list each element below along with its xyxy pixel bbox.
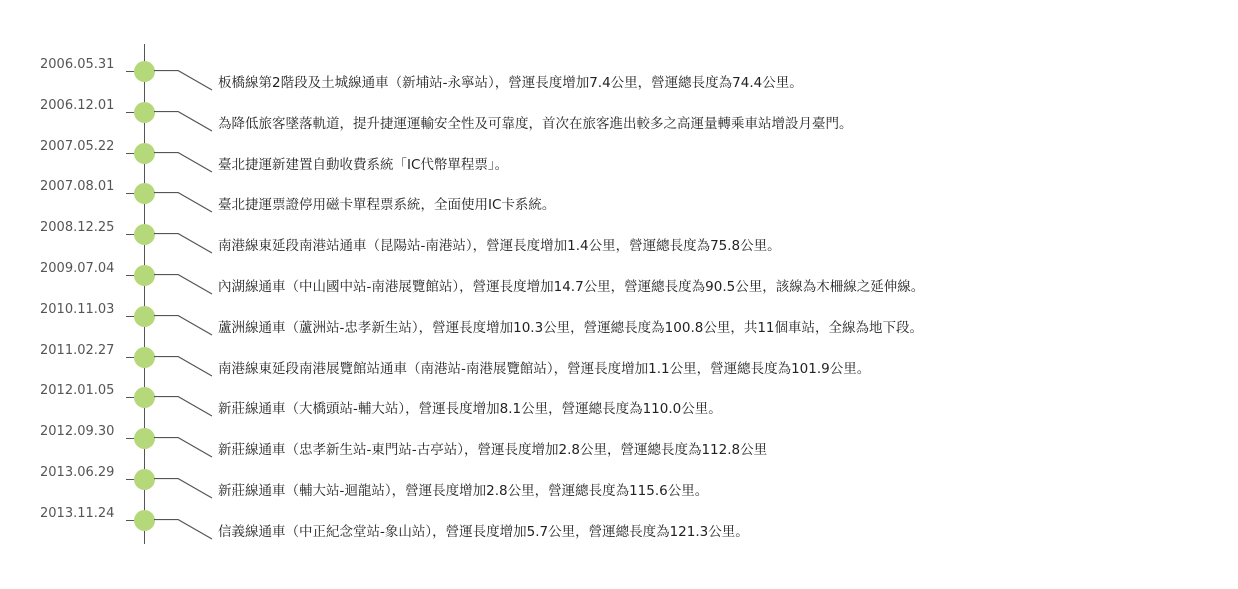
timeline-date: 2011.02.27 xyxy=(40,342,115,358)
timeline-entry xyxy=(0,139,1238,179)
timeline-connector xyxy=(154,519,214,541)
timeline-connector xyxy=(154,315,214,337)
timeline-tick xyxy=(126,275,134,276)
timeline-dot-icon xyxy=(134,224,155,245)
timeline-tick xyxy=(126,316,134,317)
timeline-connector xyxy=(154,274,214,296)
timeline-date: 2008.12.25 xyxy=(40,220,115,236)
timeline-date: 2013.06.29 xyxy=(40,465,115,480)
timeline-tick xyxy=(126,520,134,521)
timeline-entry xyxy=(0,383,1238,423)
timeline-entry xyxy=(0,465,1238,505)
timeline-date: 2013.11.24 xyxy=(40,505,115,521)
timeline-tick xyxy=(126,438,134,439)
timeline-date: 2006.05.31 xyxy=(40,57,115,72)
timeline-tick xyxy=(126,234,134,235)
timeline-event-text: 南港線東延段南港展覽館站通車（南港站-南港展覽館站），營運長度增加1.1公里，營運總長度為101.9公里。 xyxy=(218,360,871,377)
timeline-connector xyxy=(154,192,214,214)
timeline-event-text: 內湖線通車（中山國中站-南港展覽館站），營運長度增加14.7公里，營運總長度為90.5公里，該線為木柵線之延伸線。 xyxy=(218,279,925,295)
timeline-date: 2007.05.22 xyxy=(40,138,115,154)
timeline-dot-icon xyxy=(134,469,155,490)
timeline-tick xyxy=(126,193,134,194)
timeline-event-text: 南港線東延段南港站通車（昆陽站-南港站），營運長度增加1.4公里，營運總長度為75.8公里。 xyxy=(218,238,781,255)
timeline-entry xyxy=(0,220,1238,260)
timeline-connector xyxy=(154,111,214,133)
timeline-event-text: 新莊線通車（大橋頭站-輔大站），營運長度增加8.1公里，營運總長度為110.0公里。 xyxy=(218,401,722,418)
timeline-event-text: 蘆洲線通車（蘆洲站-忠孝新生站），營運長度增加10.3公里，營運總長度為100.8公里，共11個車站，全線為地下段。 xyxy=(218,319,924,336)
timeline-entry xyxy=(0,424,1238,464)
timeline-event-text: 為降低旅客墜落軌道，提升捷運運輸安全性及可靠度，首次在旅客進出較多之高運量轉乘車站增設月臺門。 xyxy=(218,115,853,132)
timeline-entry xyxy=(0,506,1238,546)
timeline-event-text: 新莊線通車（輔大站-迴龍站），營運長度增加2.8公里，營運總長度為115.6公里。 xyxy=(218,483,709,499)
timeline-date: 2006.12.01 xyxy=(40,97,115,113)
timeline-tick xyxy=(126,479,134,480)
timeline-event-text: 新莊線通車（忠孝新生站-東門站-古亭站），營運長度增加2.8公里，營運總長度為112.8公里 xyxy=(218,442,768,459)
timeline-date: 2007.08.01 xyxy=(40,179,115,195)
timeline-connector xyxy=(154,478,214,500)
timeline-dot-icon xyxy=(134,183,155,204)
timeline-dot-icon xyxy=(134,347,155,368)
timeline-dot-icon xyxy=(134,428,155,449)
timeline-dot-icon xyxy=(134,510,155,531)
timeline-date: 2009.07.04 xyxy=(40,261,115,276)
timeline-entry xyxy=(0,343,1238,383)
timeline-tick xyxy=(126,357,134,358)
timeline-dot-icon xyxy=(134,61,155,82)
timeline-dot-icon xyxy=(134,143,155,164)
timeline-dot-icon xyxy=(134,306,155,327)
timeline-tick xyxy=(126,397,134,398)
timeline-connector xyxy=(154,356,214,378)
timeline-event-text: 板橋線第2階段及土城線通車（新埔站-永寧站），營運長度增加7.4公里，營運總長度為74.4公里。 xyxy=(218,75,803,91)
timeline-dot-icon xyxy=(134,265,155,286)
timeline-date: 2010.11.03 xyxy=(40,301,115,317)
timeline-dot-icon xyxy=(134,387,155,408)
timeline-event-text: 臺北捷運票證停用磁卡單程票系統，全面使用IC卡系統。 xyxy=(218,197,556,214)
timeline-event-text: 信義線通車（中正紀念堂站-象山站），營運長度增加5.7公里，營運總長度為121.3公里。 xyxy=(218,523,749,540)
timeline-tick xyxy=(126,71,134,72)
timeline-entry xyxy=(0,179,1238,219)
timeline-connector xyxy=(154,396,214,418)
timeline-connector xyxy=(154,70,214,92)
timeline-dot-icon xyxy=(134,102,155,123)
timeline-date: 2012.09.30 xyxy=(40,424,115,440)
timeline-entry xyxy=(0,57,1238,97)
timeline-connector xyxy=(154,233,214,255)
timeline-tick xyxy=(126,112,134,113)
timeline-entry xyxy=(0,302,1238,342)
timeline-entry xyxy=(0,261,1238,301)
timeline-entry xyxy=(0,98,1238,138)
timeline-connector xyxy=(154,437,214,459)
timeline-connector xyxy=(154,152,214,174)
timeline-date: 2012.01.05 xyxy=(40,383,115,399)
timeline-tick xyxy=(126,153,134,154)
timeline-event-text: 臺北捷運新建置自動收費系統「IC代幣單程票」。 xyxy=(218,156,509,173)
